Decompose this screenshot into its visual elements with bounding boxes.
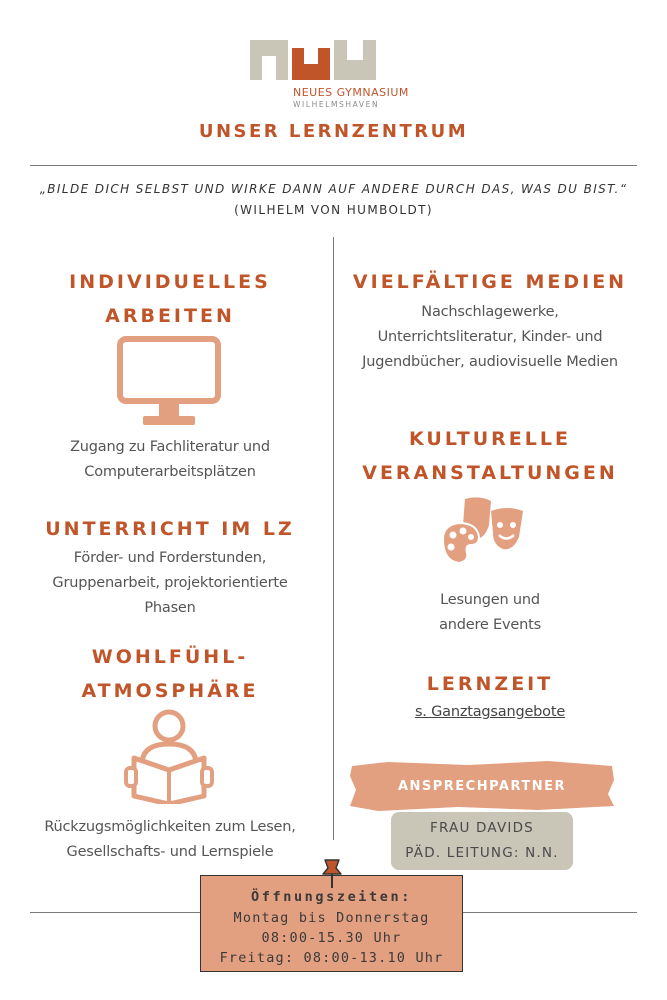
- text-line: Zugang zu Fachliteratur und: [70, 439, 270, 455]
- text-line: Rückzugsmöglichkeiten zum Lesen,: [44, 819, 296, 835]
- text-line: andere Events: [439, 617, 541, 633]
- text-line: Gesellschafts- und Lernspiele: [66, 844, 274, 860]
- logo-school-name: NEUES GYMNASIUM: [293, 86, 409, 99]
- logo-mark: [250, 40, 376, 80]
- section-heading-line2: ARBEITEN: [105, 305, 235, 327]
- section-heading-line2: ATMOSPHÄRE: [81, 680, 259, 702]
- school-logo: [249, 40, 419, 112]
- text-line: Unterrichtsliteratur, Kinder- und: [377, 329, 603, 345]
- hours-line: 08:00-15.30 Uhr: [261, 930, 402, 946]
- top-divider: [30, 165, 637, 166]
- quote-text: „BILDE DICH SELBST UND WIRKE DANN AUF ANDERE DURCH DAS, WAS DU BIST.“: [39, 182, 628, 196]
- contact-name: FRAU DAVIDS: [430, 820, 534, 836]
- text-line: Phasen: [144, 600, 196, 616]
- page-title: UNSER LERNZENTRUM: [198, 121, 469, 142]
- theater-masks-palette-icon: [437, 495, 529, 577]
- text-line: Gruppenarbeit, projektorientierte: [52, 575, 288, 591]
- medien-description: [340, 300, 640, 375]
- logo-city-name: WILHELMSHAVEN: [293, 100, 380, 109]
- section-heading: WOHLFÜHL-: [91, 646, 249, 668]
- contact-banner-label: ANSPRECHPARTNER: [397, 779, 567, 794]
- section-heading-lernzeit: LERNZEIT: [426, 673, 554, 695]
- section-individuelles-arbeiten: [20, 265, 320, 333]
- text-line: Lesungen und: [440, 592, 540, 608]
- quote-author: (WILHELM VON HUMBOLDT): [234, 203, 433, 217]
- person-reading-icon: [124, 708, 214, 804]
- kulturelle-description: [340, 588, 640, 638]
- hours-line: Montag bis Donnerstag: [233, 910, 430, 926]
- hours-line: Freitag: 08:00-13.10 Uhr: [219, 950, 444, 966]
- monitor-icon: [117, 336, 221, 428]
- opening-hours-title: Öffnungszeiten:: [251, 889, 412, 905]
- section-heading: INDIVIDUELLES: [69, 271, 271, 293]
- ganztagsangebote-link[interactable]: s. Ganztagsangebote: [414, 704, 566, 720]
- section-heading: KULTURELLE: [409, 428, 571, 450]
- section-wohlfuehl-atmosphaere: [20, 640, 320, 708]
- text-line: Nachschlagewerke,: [421, 304, 559, 320]
- contact-box: [391, 812, 573, 870]
- lernzeit-description: [340, 700, 640, 725]
- contact-role: PÄD. LEITUNG: N.N.: [405, 845, 559, 861]
- column-divider: [333, 237, 334, 840]
- text-line: Förder- und Forderstunden,: [73, 550, 267, 566]
- section-kulturelle-veranstaltungen: [340, 422, 640, 490]
- section-heading-line2: VERANSTALTUNGEN: [362, 462, 618, 484]
- unterricht-description: [20, 546, 320, 621]
- pushpin-icon: [319, 858, 345, 890]
- individuelles-description: [20, 435, 320, 485]
- section-heading-medien: VIELFÄLTIGE MEDIEN: [352, 271, 628, 293]
- section-heading-unterricht: UNTERRICHT IM LZ: [45, 518, 295, 540]
- text-line: Computerarbeitsplätzen: [84, 464, 256, 480]
- wohlfuehl-description: [20, 815, 320, 865]
- text-line: Jugendbücher, audiovisuelle Medien: [362, 354, 618, 370]
